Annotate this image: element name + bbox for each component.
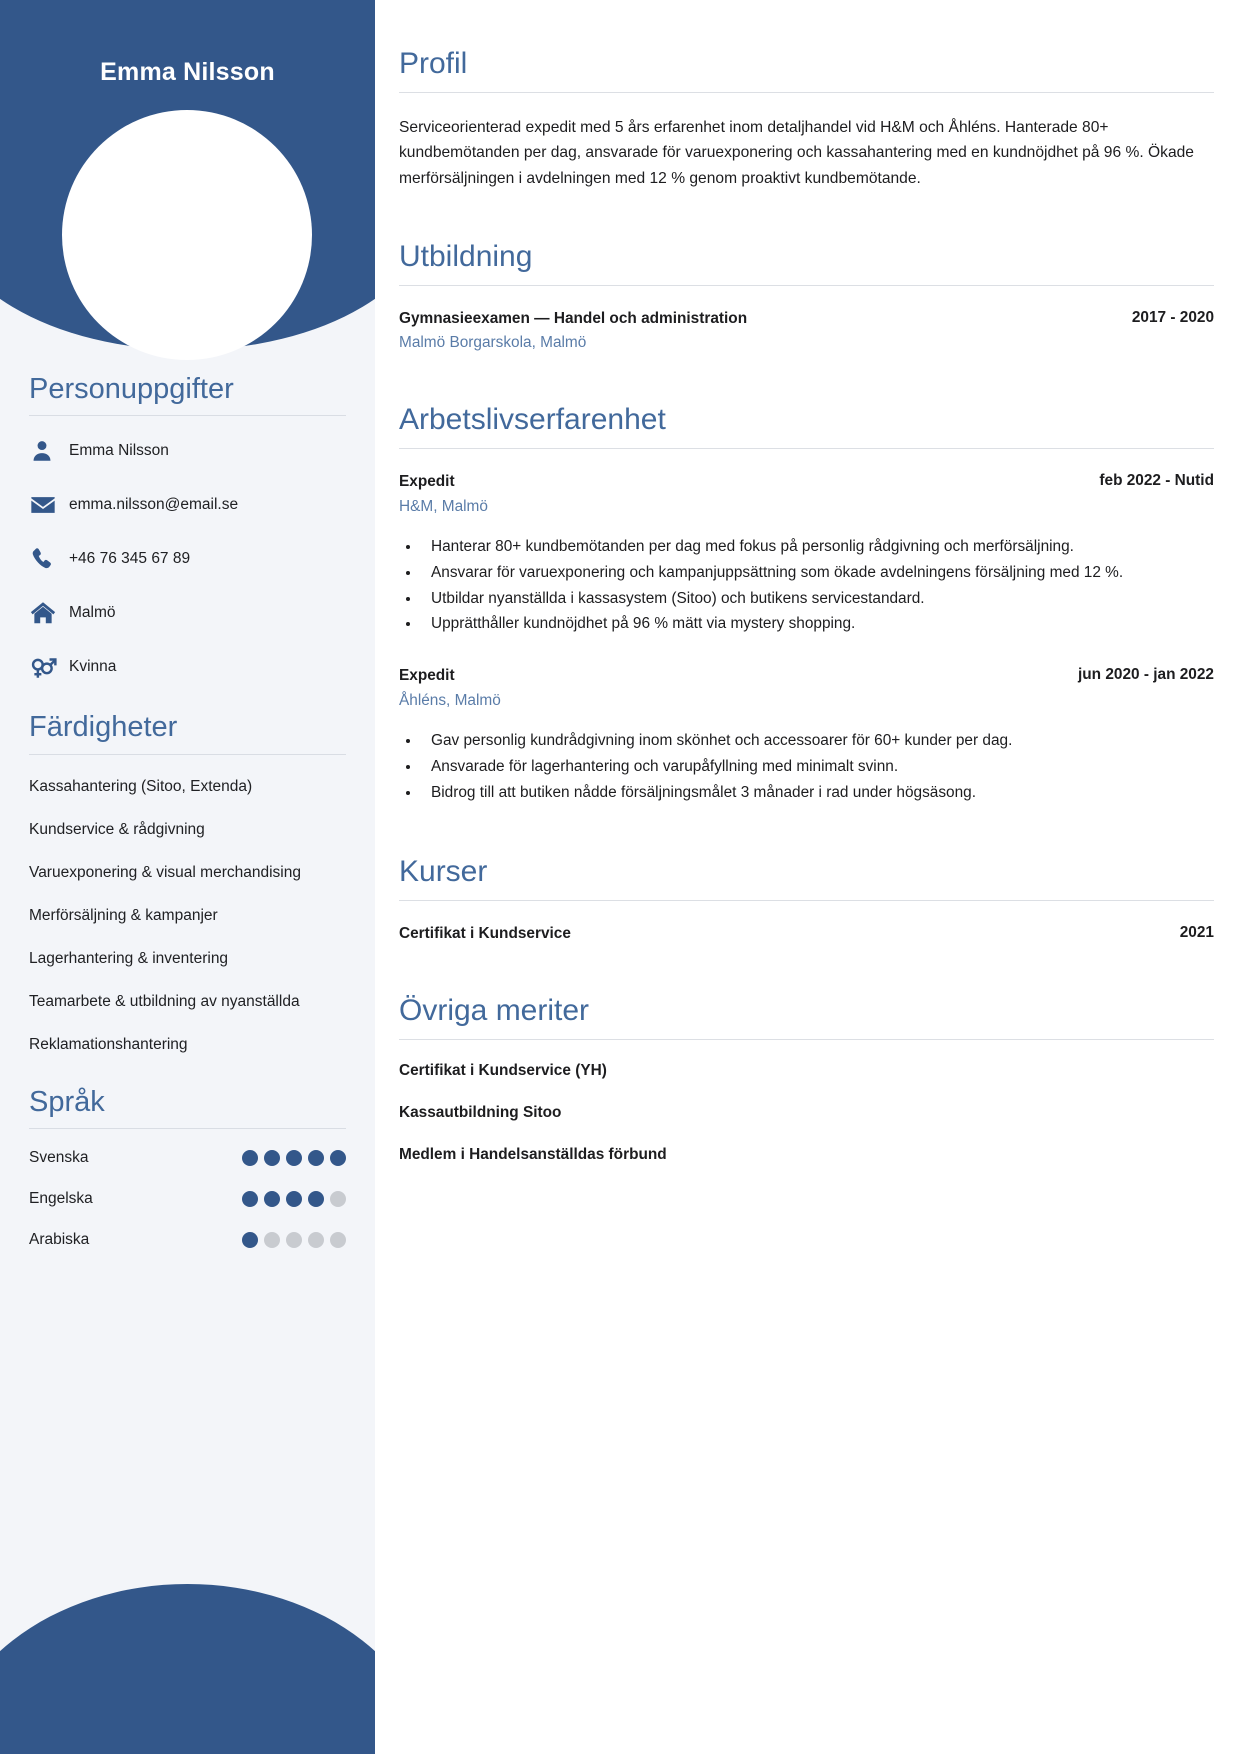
section-heading-education: Utbildning <box>399 239 533 273</box>
list-item: • Bidrog till att butiken nådde försäljningsmålet 3 månader i rad under högsäsong. <box>421 781 1214 806</box>
section-other-merits <box>399 993 1214 1164</box>
list-item <box>29 1231 346 1249</box>
list-item: • Ansvarar för varuexponering och kampanjuppsättning som ökade avdelningens försäljning med 12 %. <box>421 561 1214 586</box>
section-courses <box>399 854 1214 945</box>
rating-dot <box>264 1191 280 1207</box>
rating-dot <box>242 1191 258 1207</box>
entry-subtitle: Malmö Borgarskola, Malmö <box>399 334 587 352</box>
rating-dot <box>242 1232 258 1248</box>
spacer <box>399 643 1214 665</box>
home-icon <box>29 599 69 627</box>
list-item: Kundservice & rådgivning <box>29 820 205 838</box>
rating-dot <box>330 1232 346 1248</box>
person-icon <box>29 438 69 464</box>
main-column <box>375 0 1241 1754</box>
rating-dot <box>308 1191 324 1207</box>
section-heading-other-merits: Övriga meriter <box>399 994 590 1028</box>
section-heading-personal: Personuppgifter <box>29 373 234 405</box>
section-education <box>399 239 1214 354</box>
language-label: Engelska <box>29 1190 93 1208</box>
list-item: Merförsäljning & kampanjer <box>29 906 218 924</box>
rating-dot <box>242 1150 258 1166</box>
entry-date: jun 2020 - jan 2022 <box>1077 666 1214 684</box>
list-item: • Gav personlig kundrådgivning inom skönhet och accessoarer för 60+ kunder per dag. <box>421 729 1214 754</box>
contact-row-email <box>29 490 346 520</box>
section-personal-details <box>0 372 375 682</box>
language-label: Svenska <box>29 1149 89 1167</box>
rating-dot <box>308 1150 324 1166</box>
phone-icon <box>29 546 69 572</box>
divider <box>399 92 1214 93</box>
rating-dot <box>330 1191 346 1207</box>
divider <box>399 448 1214 449</box>
language-rating <box>242 1232 346 1248</box>
merit-item: Certifikat i Kundservice (YH) <box>399 1062 607 1080</box>
rating-dot <box>286 1232 302 1248</box>
contact-row-city <box>29 598 346 628</box>
section-profile <box>399 46 1214 191</box>
list-item: Varuexponering & visual merchandising <box>29 863 301 881</box>
entry-subtitle: Åhléns, Malmö <box>399 691 501 709</box>
entry-title: Expedit <box>399 667 455 685</box>
rating-dot <box>286 1150 302 1166</box>
education-entry <box>399 308 1214 354</box>
contact-value-email: emma.nilsson@email.se <box>69 495 239 513</box>
entry-header <box>399 308 1214 330</box>
list-item: Teamarbete & utbildning av nyanställda <box>29 992 300 1010</box>
section-heading-courses: Kurser <box>399 854 488 888</box>
section-heading-languages: Språk <box>29 1085 105 1118</box>
list-item: Reklamationshantering <box>29 1035 188 1053</box>
spacer <box>399 824 1214 854</box>
list-item: • Ansvarade för lagerhantering och varupåfyllning med minimalt svinn. <box>421 755 1214 780</box>
entry-bullets <box>421 535 1214 638</box>
language-rating <box>242 1150 346 1166</box>
section-heading-experience: Arbetslivserfarenhet <box>399 403 666 437</box>
contact-row-phone <box>29 544 346 574</box>
divider <box>399 285 1214 286</box>
list-item: • Upprätthåller kundnöjdhet på 96 % mätt via mystery shopping. <box>421 612 1214 637</box>
list-item: • Hanterar 80+ kundbemötanden per dag med fokus på personlig rådgivning och merförsäljning. <box>421 535 1214 560</box>
entry-header <box>399 923 1214 945</box>
entry-bullets <box>421 729 1214 806</box>
spacer <box>399 372 1214 402</box>
language-rating <box>242 1191 346 1207</box>
spacer <box>399 963 1214 993</box>
sidebar <box>0 0 375 1754</box>
rating-dot <box>264 1232 280 1248</box>
sidebar-footer-curve <box>0 1584 375 1754</box>
entry-subtitle: H&M, Malmö <box>399 497 488 515</box>
contact-value-city: Malmö <box>69 603 116 621</box>
entry-date: feb 2022 - Nutid <box>1099 472 1214 490</box>
envelope-icon <box>29 491 69 519</box>
course-entry <box>399 923 1214 945</box>
experience-entry <box>399 471 1214 637</box>
section-heading-skills: Färdigheter <box>29 711 178 744</box>
divider <box>29 415 346 416</box>
entry-date: 2017 - 2020 <box>1131 308 1214 326</box>
section-languages <box>0 1085 375 1249</box>
profile-text: Serviceorienterad expedit med 5 års erfarenhet inom detaljhandel vid H&M och Åhléns. Hanterade 80+ kundbemötanden per dag, ansvarade för varuexponering och kassahantering med en kundnöjdhet på 96 %. Ökade merförsäljningen i avdelningen med 12 % genom proaktivt kundbemötande. <box>399 119 1194 187</box>
list-item: Lagerhantering & inventering <box>29 949 229 967</box>
contact-value-name: Emma Nilsson <box>69 441 169 459</box>
page-title: Emma Nilsson <box>100 58 275 86</box>
list-item <box>29 1190 346 1208</box>
entry-title: Expedit <box>399 473 455 491</box>
section-experience <box>399 402 1214 806</box>
language-label: Arabiska <box>29 1231 90 1249</box>
sidebar-content <box>0 372 375 1272</box>
rating-dot <box>264 1150 280 1166</box>
spacer <box>399 209 1214 239</box>
experience-entry <box>399 665 1214 805</box>
section-skills <box>0 710 375 1056</box>
entry-title: Gymnasieexamen — Handel och administration <box>399 309 748 327</box>
merit-item: Kassautbildning Sitoo <box>399 1104 562 1122</box>
contact-row-gender <box>29 652 346 682</box>
divider <box>399 1039 1214 1040</box>
contact-value-gender: Kvinna <box>69 657 117 675</box>
gender-icon <box>29 653 69 681</box>
merit-item: Medlem i Handelsanställdas förbund <box>399 1146 667 1164</box>
contact-row-name <box>29 436 346 466</box>
rating-dot <box>286 1191 302 1207</box>
list-item <box>29 1149 346 1167</box>
list-item: • Utbildar nyanställda i kassasystem (Sitoo) och butikens servicestandard. <box>421 587 1214 612</box>
divider <box>399 900 1214 901</box>
entry-header <box>399 665 1214 687</box>
rating-dot <box>330 1150 346 1166</box>
contact-value-phone: +46 76 345 67 89 <box>69 549 191 567</box>
entry-header <box>399 471 1214 493</box>
section-heading-profile: Profil <box>399 47 468 80</box>
divider <box>29 1128 346 1129</box>
entry-date: 2021 <box>1179 923 1214 941</box>
entry-title: Certifikat i Kundservice <box>399 924 571 942</box>
divider <box>29 754 346 755</box>
list-item: Kassahantering (Sitoo, Extenda) <box>29 777 253 795</box>
rating-dot <box>308 1232 324 1248</box>
avatar <box>62 110 312 360</box>
